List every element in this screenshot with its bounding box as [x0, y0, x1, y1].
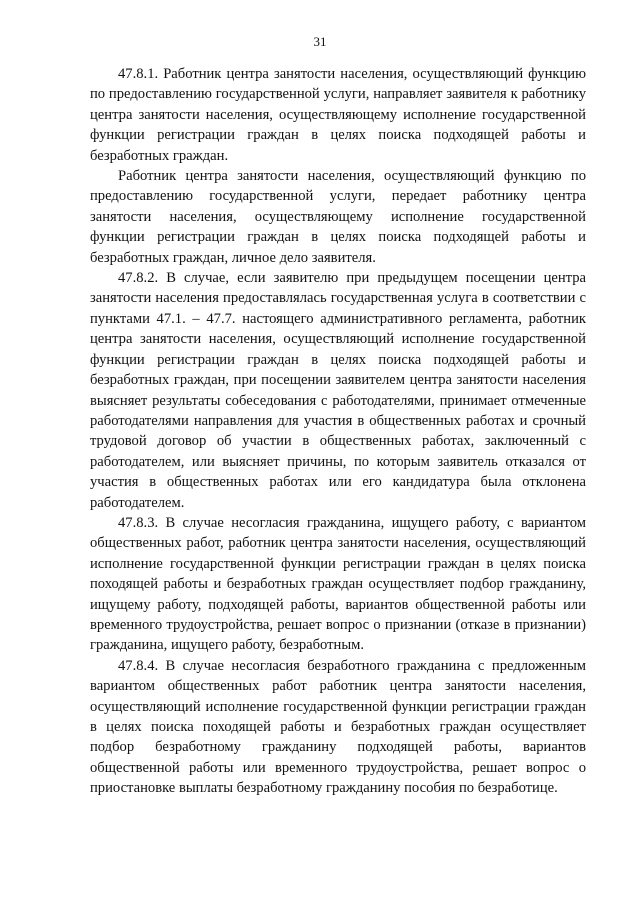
paragraph-47-8-1-continued: Работник центра занятости населения, осуществляющий функцию по предоставлению государственной услуги, передает работнику центра занятости населения, осуществляющему исполнение государственной функции регистрации граждан в целях поиска подходящей работы и безработных граждан, личное дело заявителя. — [90, 168, 586, 266]
page-number: 31 — [313, 34, 327, 49]
paragraph-47-8-2: 47.8.2. В случае, если заявителю при предыдущем посещении центра занятости населения предоставлялась государственная услуга в соответствии с пунктами 47.1. – 47.7. настоящего административного регламента, работник центра занятости населения, осуществляющий исполнение государственной функции регистрации граждан в целях поиска подходящей работы и безработных граждан, при посещении заявителем центра занятости населения выясняет результаты собеседования с работодателями, принимает отмеченные работодателями направления для участия в общественных работах и срочный трудовой договор об участии в общественных работах, заключенный с работодателем, или выясняет причины, по которым заявитель отказался от участия в общественных работах или его кандидатура была отклонена работодателем. — [90, 270, 586, 511]
paragraph-47-8-3: 47.8.3. В случае несогласия гражданина, ищущего работу, с вариантом общественных работ, работник центра занятости населения, осуществляющий исполнение государственной функции регистрации граждан в целях поиска походящей работы и безработных граждан осуществляет подбор гражданину, ищущему работу, подходящей работы, вариантов общественной работы или временного трудоустройства, решает вопрос о признании (отказе в признании) гражданина, ищущего работу, безработным. — [90, 514, 586, 654]
document-body — [90, 64, 586, 799]
paragraph-47-8-1: 47.8.1. Работник центра занятости населения, осуществляющий функцию по предоставлению государственной услуги, направляет заявителя к работнику центра занятости населения, осуществляющему исполнение государственной функции регистрации граждан в целях поиска подходящей работы и безработных граждан. — [90, 66, 586, 164]
paragraph-47-8-4: 47.8.4. В случае несогласия безработного гражданина с предложенным вариантом общественных работ работник центра занятости населения, осуществляющий исполнение государственной функции регистрации граждан в целях поиска походящей работы и безработных граждан осуществляет подбор безработному гражданину подходящей работы, вариантов общественной работы или временного трудоустройства, решает вопрос о приостановке выплаты безработному гражданину пособия по безработице. — [90, 657, 586, 797]
